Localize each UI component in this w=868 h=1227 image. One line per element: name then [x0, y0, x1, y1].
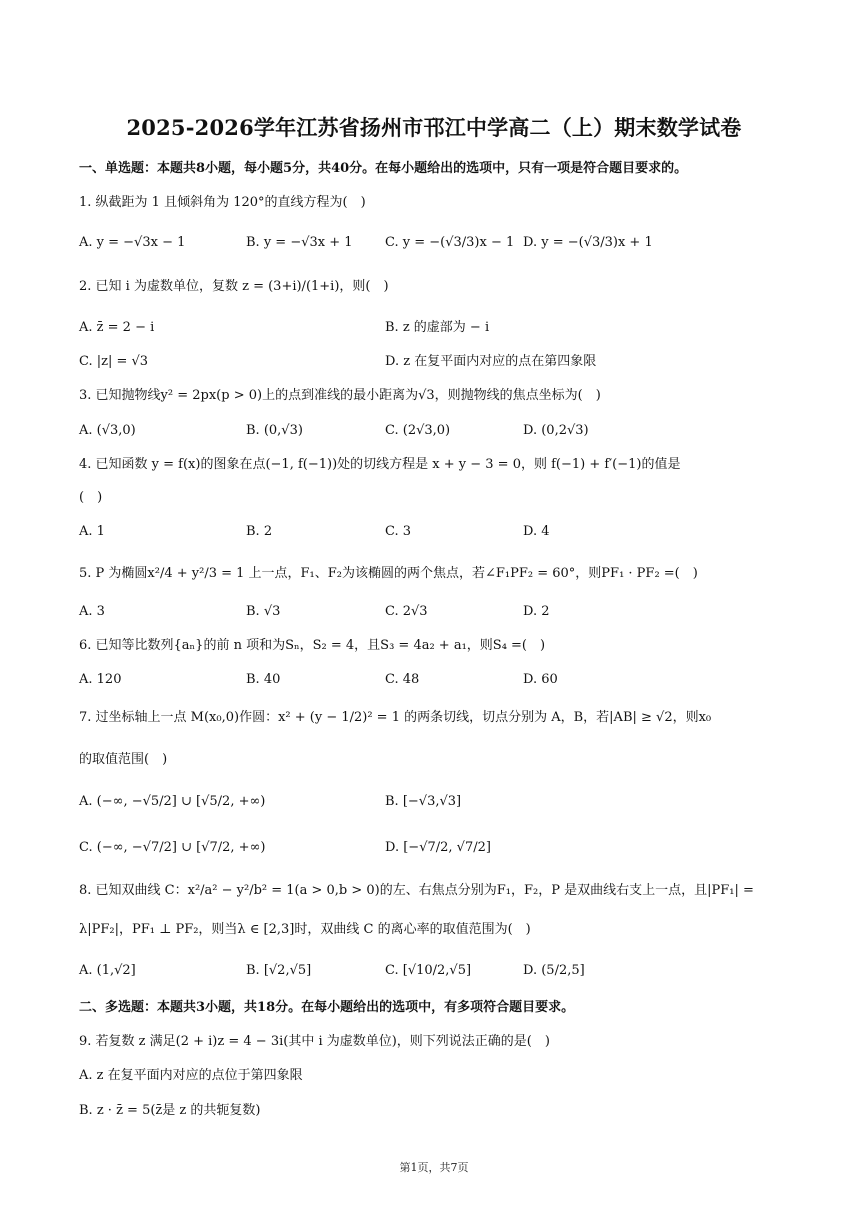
- question-7-stem: 7. 过坐标轴上一点 M(x₀,0)作圆：x² + (y − 1/2)² = 1 的两条切线，切点分别为 A，B，若|AB| ≥ √2，则x₀: [79, 710, 712, 725]
- question-5-option-a: A. 3: [79, 604, 105, 619]
- question-8-option-a: A. (1,√2]: [79, 963, 136, 978]
- question-9-option-a: A. z 在复平面内对应的点位于第四象限: [79, 1068, 303, 1083]
- section-heading-multiple-choice: 二、多选题：本题共3小题，共18分。在每小题给出的选项中，有多项符合题目要求。: [79, 1000, 575, 1015]
- page-footer: 第1页，共7页: [399, 1161, 469, 1174]
- question-7-option-c: C. (−∞, −√7/2] ∪ [√7/2, +∞): [79, 840, 266, 855]
- question-6-stem: 6. 已知等比数列{aₙ}的前 n 项和为Sₙ，S₂ = 4，且S₃ = 4a₂ + a₁，则S₄ =( ): [79, 638, 546, 653]
- question-4-stem: 4. 已知函数 y = f(x)的图象在点(−1, f(−1))处的切线方程是 x + y − 3 = 0，则 f(−1) + f′(−1)的值是: [79, 457, 681, 472]
- question-1-option-d: D. y = −(√3/3)x + 1: [523, 235, 653, 250]
- question-8-option-d: D. (5/2,5]: [523, 963, 585, 978]
- question-8-option-c: C. [√10/2,√5]: [385, 963, 472, 978]
- question-7-option-d: D. [−√7/2, √7/2]: [385, 840, 491, 855]
- question-6-option-d: D. 60: [523, 672, 558, 687]
- question-2-option-a: A. z̄ = 2 − i: [79, 320, 155, 335]
- question-2-option-d: D. z 在复平面内对应的点在第四象限: [385, 354, 597, 369]
- question-2-option-b: B. z 的虚部为 − i: [385, 320, 490, 335]
- question-3-option-c: C. (2√3,0): [385, 423, 451, 438]
- question-8-option-b: B. [√2,√5]: [246, 963, 312, 978]
- question-5-option-d: D. 2: [523, 604, 550, 619]
- question-7-stem-continued: 的取值范围( ): [79, 752, 168, 767]
- question-6-option-c: C. 48: [385, 672, 420, 687]
- question-3-stem: 3. 已知抛物线y² = 2px(p > 0)上的点到准线的最小距离为√3，则抛物线的焦点坐标为( ): [79, 388, 601, 403]
- question-4-stem-continued: ( ): [79, 490, 103, 505]
- question-4-option-c: C. 3: [385, 524, 412, 539]
- question-3-option-d: D. (0,2√3): [523, 423, 589, 438]
- question-4-option-b: B. 2: [246, 524, 273, 539]
- question-1-stem: 1. 纵截距为 1 且倾斜角为 120°的直线方程为( ): [79, 195, 366, 210]
- question-3-option-b: B. (0,√3): [246, 423, 303, 438]
- question-4-option-d: D. 4: [523, 524, 550, 539]
- section-heading-single-choice: 一、单选题：本题共8小题，每小题5分，共40分。在每小题给出的选项中，只有一项是符合题目要求的。: [79, 161, 688, 176]
- question-2-option-c: C. |z| = √3: [79, 354, 149, 369]
- question-5-stem: 5. P 为椭圆x²/4 + y²/3 = 1 上一点，F₁、F₂为该椭圆的两个焦点，若∠F₁PF₂ = 60°，则PF₁ · PF₂ =( ): [79, 566, 698, 581]
- question-1-option-a: A. y = −√3x − 1: [79, 235, 186, 250]
- question-3-option-a: A. (√3,0): [79, 423, 136, 438]
- question-9-option-b: B. z · z̄ = 5(z̄是 z 的共轭复数): [79, 1103, 261, 1118]
- question-5-option-b: B. √3: [246, 604, 281, 619]
- question-1-option-b: B. y = −√3x + 1: [246, 235, 353, 250]
- question-6-option-b: B. 40: [246, 672, 281, 687]
- question-7-option-b: B. [−√3,√3]: [385, 794, 462, 809]
- question-6-option-a: A. 120: [79, 672, 122, 687]
- question-2-stem: 2. 已知 i 为虚数单位，复数 z = (3+i)/(1+i)，则( ): [79, 279, 389, 294]
- question-1-option-c: C. y = −(√3/3)x − 1: [385, 235, 515, 250]
- question-8-stem: 8. 已知双曲线 C：x²/a² − y²/b² = 1(a > 0,b > 0)的左、右焦点分别为F₁，F₂，P 是双曲线右支上一点，且|PF₁| =: [79, 883, 754, 898]
- question-8-stem-continued: λ|PF₂|，PF₁ ⊥ PF₂，则当λ ∈ [2,3]时，双曲线 C 的离心率的取值范围为( ): [79, 922, 531, 937]
- page-title: 2025-2026学年江苏省扬州市邗江中学高二（上）期末数学试卷: [126, 115, 742, 140]
- question-7-option-a: A. (−∞, −√5/2] ∪ [√5/2, +∞): [79, 794, 266, 809]
- question-4-option-a: A. 1: [79, 524, 105, 539]
- question-5-option-c: C. 2√3: [385, 604, 428, 619]
- question-9-stem: 9. 若复数 z 满足(2 + i)z = 4 − 3i(其中 i 为虚数单位)，则下列说法正确的是( ): [79, 1034, 550, 1049]
